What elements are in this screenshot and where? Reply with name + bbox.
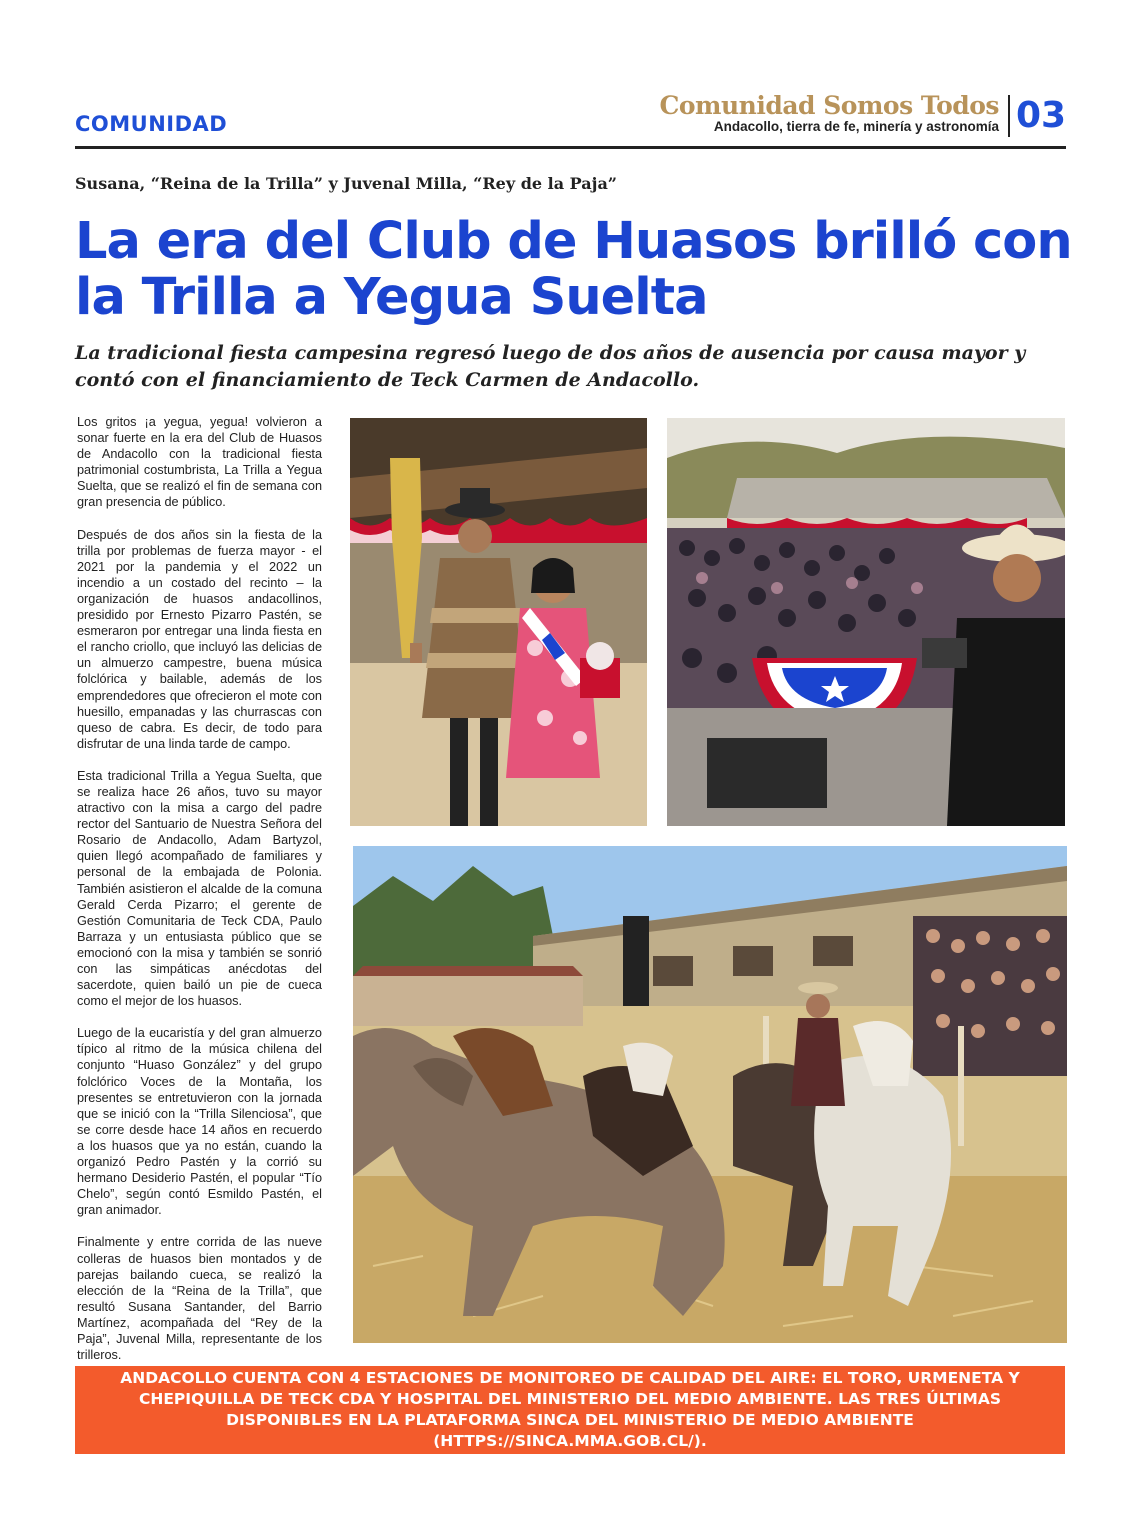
masthead	[659, 92, 999, 134]
info-banner-text: ANDACOLLO CUENTA CON 4 ESTACIONES DE MONITOREO DE CALIDAD DEL AIRE: EL TORO, URMENETA Y CHEPIQUILLA DE TECK CDA Y HOSPITAL DEL MINISTERIO DEL MEDIO AMBIENTE. LAS TRES ÚLTIMAS DISPONIBLES EN LA PLATAFORMA SINCA DEL MINISTERIO DE MEDIO AMBIENTE (HTTPS://SINCA.MMA.GOB.CL/).	[120, 1369, 1020, 1450]
article-kicker: Susana, “Reina de la Trilla” y Juvenal Milla, “Rey de la Paja”	[75, 174, 618, 193]
photo-horses-trilla	[353, 846, 1067, 1343]
section-label: COMUNIDAD	[75, 112, 228, 136]
info-banner	[75, 1366, 1065, 1454]
body-paragraph: Luego de la eucaristía y del gran almuerzo típico al ritmo de la música chilena del conjunto “Huaso González” y del grupo folclórico Voces de la Montaña, los presentes se entretuvieron con la jornada que se inició con la “Trilla Silenciosa”, que se corre desde hace 14 años en recuerdo a los huasos que ya no están, cuando la organizó Pedro Pastén y la corrió su hermano Desiderio Pastén, el popular “Tío Chelo”, según contó Esmildo Pastén, el gran animador.	[77, 1026, 322, 1218]
header-rule	[75, 146, 1066, 149]
article-lede: La tradicional fiesta campesina regresó luego de dos años de ausencia por causa mayor y contó con el financiamiento de Teck Carmen de Andacollo.	[75, 342, 1026, 391]
body-paragraph: Esta tradicional Trilla a Yegua Suelta, que se realiza hace 26 años, tuvo su mayor atractivo con la misa a cargo del padre rector del Santuario de Nuestra Señora del Rosario de Andacollo, Adam Bartyzol, quien llegó acompañado de familiares y personal de la embajada de Polonia. También asistieron el alcalde de la comuna Gerald Cerda Pizarro; el gerente de Gestión Comunitaria de Teck CDA, Paulo Barraza y un entusiasta público que se emocionó con la misa y también se sonrió con las simpáticas anécdotas del sacerdote, quien bailó un pie de cueca como el mejor de los huasos.	[77, 768, 322, 1009]
masthead-divider	[1008, 95, 1010, 137]
photo-king-and-queen	[350, 418, 647, 826]
body-paragraph: Los gritos ¡a yegua, yegua! volvieron a sonar fuerte en la era del Club de Huasos de Andacollo con la tradicional fiesta patrimonial costumbrista, La Trilla a Yegua Suelta, que se realizó el fin de semana con gran presencia de público.	[77, 415, 322, 510]
page-number: 03	[1016, 95, 1067, 136]
publication-title: Comunidad Somos Todos	[659, 91, 999, 120]
body-paragraph: Después de dos años sin la fiesta de la trilla por problemas de fuerza mayor - el 2021 por la pandemia y el 2022 un incendio a un costado del recinto – la organización de huasos andacollinos, presidido por Ernesto Pizarro Pastén, se esmeraron por entregar una linda fiesta en el rancho criollo, que incluyó las delicias de un almuerzo campestre, buena música folclórica y bailable, además de los emprendedores que ofrecieron el mote con huesillo, empanadas y las churrascas con queso de cabra. Es decir, de todo para disfrutar de una linda tarde de campo.	[77, 527, 322, 751]
publication-subtitle: Andacollo, tierra de fe, minería y astronomía	[713, 119, 999, 134]
article-headline: La era del Club de Huasos brilló con la Trilla a Yegua Suelta	[75, 212, 1072, 327]
article-body	[77, 414, 322, 1379]
body-paragraph: Finalmente y entre corrida de las nueve colleras de huasos bien montados y de parejas bailando cueca, se realizó la elección de la “Reina de la Trilla”, que resultó Susana Santander, del Barrio Martínez, acompañada del “Rey de la Paja”, Juvenal Milla, representante de los trilleros.	[77, 1235, 322, 1363]
photo-crowd-musician	[667, 418, 1065, 826]
